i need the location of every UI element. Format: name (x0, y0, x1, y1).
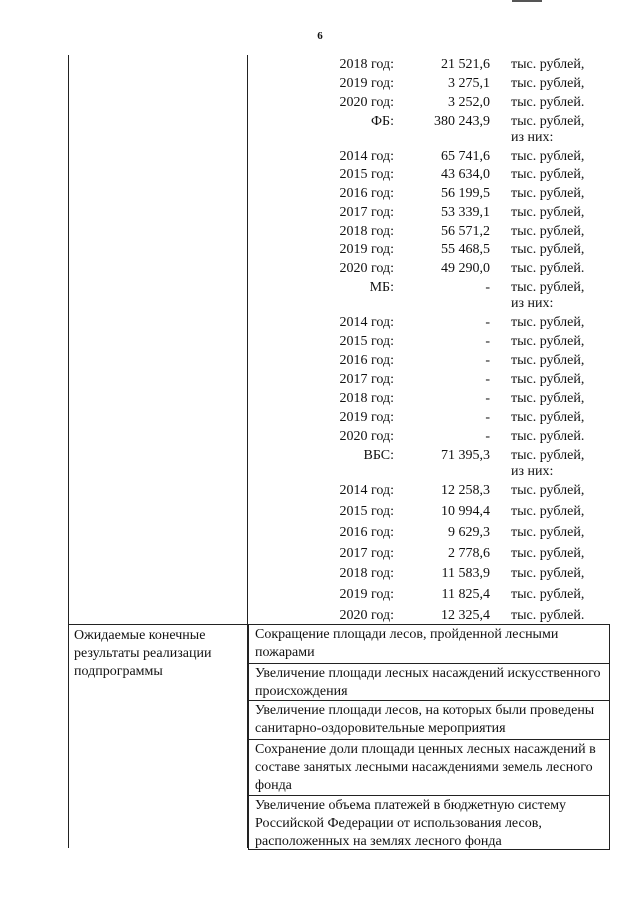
row-label: 2014 год: (339, 315, 394, 330)
fb-total-row (248, 113, 608, 131)
mb-year-row (248, 428, 608, 446)
row-value: 49 290,0 (441, 261, 490, 276)
row-value: 380 243,9 (434, 114, 490, 129)
row-unit: тыс. рублей, (511, 280, 585, 295)
row-value: 2 778,6 (448, 546, 490, 561)
row-unit: тыс. рублей, (511, 566, 585, 581)
mb-year-row (248, 371, 608, 389)
row-label: ВБС: (363, 448, 394, 463)
row-value: - (485, 429, 490, 444)
row-value: - (485, 280, 490, 295)
row-label: 2017 год: (339, 546, 394, 561)
row-value: 71 395,3 (441, 448, 490, 463)
mb-year-row (248, 333, 608, 351)
row-label: 2018 год: (339, 391, 394, 406)
fb-note: из них: (511, 130, 554, 145)
row-value: 11 825,4 (441, 587, 490, 602)
row-unit: тыс. рублей, (511, 315, 585, 330)
row-unit: тыс. рублей, (511, 546, 585, 561)
result-item-5: Увеличение объема платежей в бюджетную систему Российской Федерации от использования лесов, расположенных на землях лесного фонда (248, 795, 610, 850)
row-value: 12 325,4 (441, 608, 490, 623)
row-unit: тыс. рублей, (511, 57, 585, 72)
result-item-4: Сохранение доли площади ценных лесных насаждений в составе занятых лесными насаждениями земель лесного фонда (248, 739, 610, 796)
row-unit: тыс. рублей, (511, 587, 585, 602)
row-label: 2016 год: (339, 353, 394, 368)
row-label: 2014 год: (339, 149, 394, 164)
vbs-year-row (248, 565, 608, 583)
row-label: 2020 год: (339, 608, 394, 623)
row-label: 2014 год: (339, 483, 394, 498)
fb-year-row (248, 241, 608, 259)
row-label: 2017 год: (339, 205, 394, 220)
row-value: 9 629,3 (448, 525, 490, 540)
row-label: 2017 год: (339, 372, 394, 387)
page-number: 6 (317, 30, 323, 42)
result-item-2: Увеличение площади лесных насаждений искусственного происхождения (248, 663, 610, 701)
row-unit: тыс. рублей, (511, 114, 585, 129)
mb-year-row (248, 390, 608, 408)
row-value: 55 468,5 (441, 242, 490, 257)
fb-year-row (248, 260, 608, 278)
row-unit: тыс. рублей, (511, 186, 585, 201)
expected-results-label: Ожидаемые конечные результаты реализации подпрограммы (74, 628, 212, 679)
row-unit: тыс. рублей, (511, 334, 585, 349)
row-label: 2016 год: (339, 186, 394, 201)
fb-year-row (248, 185, 608, 203)
row-value: 11 583,9 (441, 566, 490, 581)
row-unit: тыс. рублей, (511, 391, 585, 406)
fb-year-row (248, 204, 608, 222)
row-value: 3 275,1 (448, 76, 490, 91)
vbs-year-row (248, 482, 608, 500)
row-value: - (485, 391, 490, 406)
row-label: 2015 год: (339, 504, 394, 519)
row-unit: тыс. рублей, (511, 76, 585, 91)
mb-year-row (248, 314, 608, 332)
row-label: 2018 год: (339, 57, 394, 72)
year-row (248, 75, 608, 93)
fb-year-row (248, 223, 608, 241)
row-unit: тыс. рублей. (511, 608, 585, 623)
row-value: 12 258,3 (441, 483, 490, 498)
mb-note: из них: (511, 296, 554, 311)
row-value: - (485, 353, 490, 368)
row-label: 2015 год: (339, 167, 394, 182)
row-value: 56 571,2 (441, 224, 490, 239)
row-value: 65 741,6 (441, 149, 490, 164)
result-item-3: Увеличение площади лесов, на которых были проведены санитарно-оздоровительные мероприятия (248, 700, 610, 740)
table-left-border (68, 55, 69, 848)
row-unit: тыс. рублей, (511, 149, 585, 164)
row-label: 2019 год: (339, 587, 394, 602)
vbs-year-row (248, 586, 608, 604)
row-unit: тыс. рублей, (511, 372, 585, 387)
row-unit: тыс. рублей, (511, 242, 585, 257)
vbs-year-row (248, 524, 608, 542)
row-unit: тыс. рублей, (511, 448, 585, 463)
row-label: 2019 год: (339, 410, 394, 425)
row-label: 2020 год: (339, 261, 394, 276)
row-value: - (485, 410, 490, 425)
row-unit: тыс. рублей, (511, 525, 585, 540)
row-value: 56 199,5 (441, 186, 490, 201)
row-unit: тыс. рублей, (511, 410, 585, 425)
row-label: 2020 год: (339, 95, 394, 110)
year-row (248, 94, 608, 112)
row-value: 3 252,0 (448, 95, 490, 110)
row-unit: тыс. рублей, (511, 224, 585, 239)
row-value: - (485, 372, 490, 387)
result-item-1: Сокращение площади лесов, пройденной лесными пожарами (248, 624, 610, 664)
vbs-year-row (248, 607, 608, 625)
vbs-note: из них: (511, 464, 554, 479)
scan-mark (512, 0, 542, 2)
mb-total-row (248, 279, 608, 297)
row-unit: тыс. рублей, (511, 353, 585, 368)
row-value: - (485, 334, 490, 349)
row-label: 2019 год: (339, 242, 394, 257)
row-label: МБ: (369, 280, 394, 295)
row-unit: тыс. рублей, (511, 504, 585, 519)
row-unit: тыс. рублей, (511, 167, 585, 182)
fb-year-row (248, 148, 608, 166)
row-value: 21 521,6 (441, 57, 490, 72)
row-label: 2020 год: (339, 429, 394, 444)
row-unit: тыс. рублей. (511, 95, 585, 110)
row-label: 2018 год: (339, 566, 394, 581)
year-row (248, 56, 608, 74)
row-value: 53 339,1 (441, 205, 490, 220)
mb-year-row (248, 409, 608, 427)
row-unit: тыс. рублей, (511, 483, 585, 498)
row-value: 10 994,4 (441, 504, 490, 519)
vbs-total-row (248, 447, 608, 465)
row-label: 2015 год: (339, 334, 394, 349)
row-label: ФБ: (371, 114, 394, 129)
vbs-year-row (248, 545, 608, 563)
row-unit: тыс. рублей. (511, 429, 585, 444)
row-value: - (485, 315, 490, 330)
row-unit: тыс. рублей, (511, 205, 585, 220)
vbs-year-row (248, 503, 608, 521)
row-value: 43 634,0 (441, 167, 490, 182)
mb-year-row (248, 352, 608, 370)
row-label: 2018 год: (339, 224, 394, 239)
row-unit: тыс. рублей. (511, 261, 585, 276)
row-label: 2016 год: (339, 525, 394, 540)
row-label: 2019 год: (339, 76, 394, 91)
fb-year-row (248, 166, 608, 184)
